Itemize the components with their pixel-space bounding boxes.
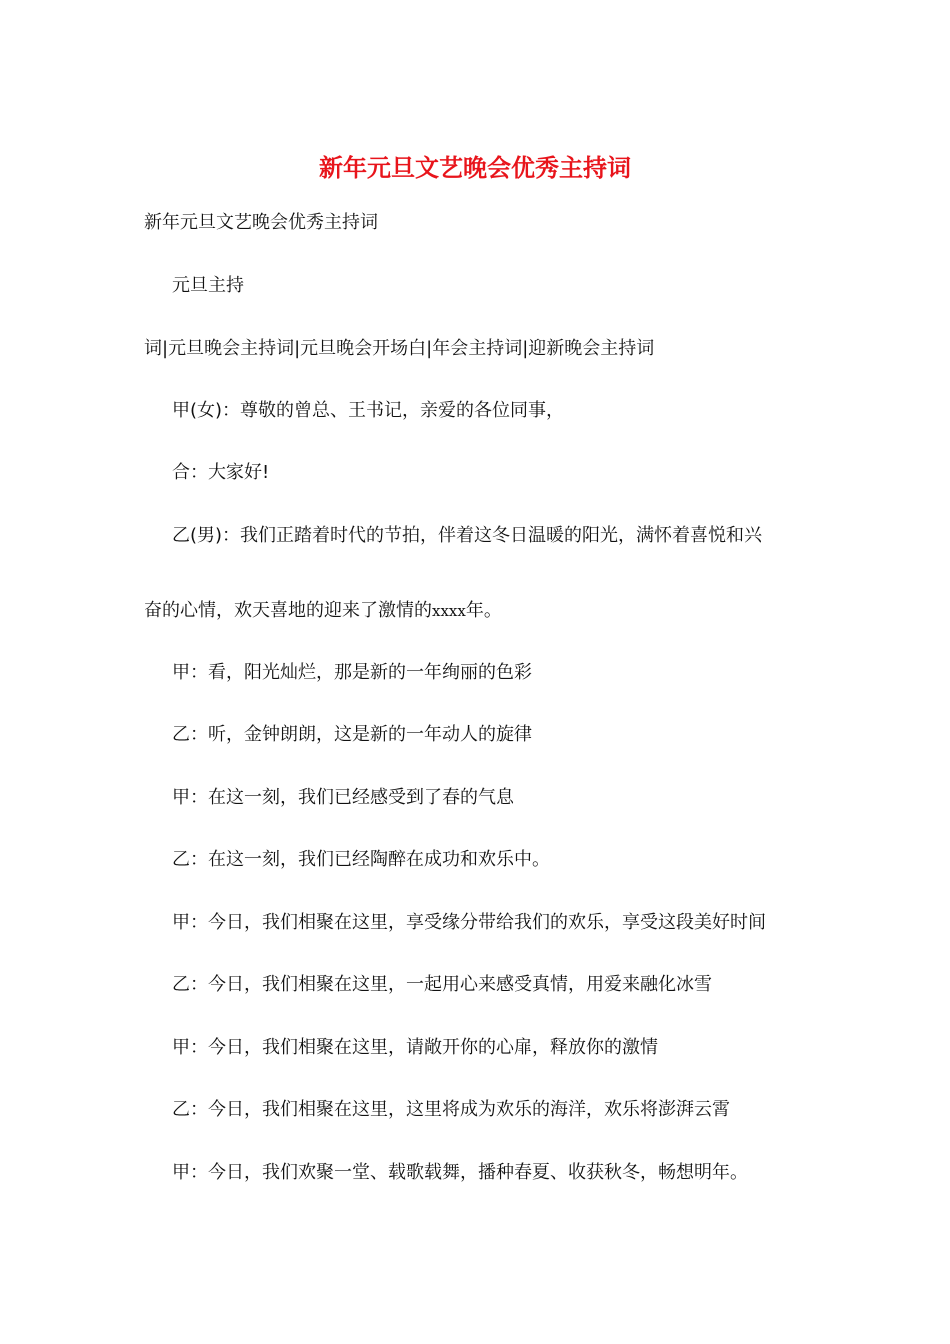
dialogue-line: 甲：今日，我们相聚在这里，享受缘分带给我们的欢乐，享受这段美好时间 xyxy=(172,912,766,933)
dialogue-line: 甲：今日，我们欢聚一堂、载歌载舞，播种春夏、收获秋冬，畅想明年。 xyxy=(172,1162,748,1183)
year-placeholder: xxxx xyxy=(432,602,466,620)
keywords-line-rest: 词|元旦晚会主持词|元旦晚会开场白|年会主持词|迎新晚会主持词 xyxy=(144,338,655,359)
paragraph-continuation xyxy=(144,598,502,624)
dialogue-line: 乙：听，金钟朗朗，这是新的一年动人的旋律 xyxy=(172,724,532,745)
keywords-line-start: 元旦主持 xyxy=(172,275,244,296)
dialogue-line: 甲：今日，我们相聚在这里，请敞开你的心扉，释放你的激情 xyxy=(172,1037,658,1058)
dialogue-line: 乙：今日，我们相聚在这里，这里将成为欢乐的海洋，欢乐将澎湃云霄 xyxy=(172,1099,730,1120)
dialogue-line: 乙：今日，我们相聚在这里，一起用心来感受真情，用爱来融化冰雪 xyxy=(172,974,712,995)
paragraph-line: 乙(男)：我们正踏着时代的节拍，伴着这冬日温暖的阳光，满怀着喜悦和兴 xyxy=(172,525,763,546)
continuation-text-before: 奋的心情，欢天喜地的迎来了激情的 xyxy=(144,600,432,621)
dialogue-line: 甲：看，阳光灿烂，那是新的一年绚丽的色彩 xyxy=(172,662,532,683)
paragraph-line: 合：大家好! xyxy=(172,462,270,483)
dialogue-line: 甲：在这一刻，我们已经感受到了春的气息 xyxy=(172,787,514,808)
dialogue-line: 乙：在这一刻，我们已经陶醉在成功和欢乐中。 xyxy=(172,849,550,870)
paragraph-line: 甲(女)：尊敬的曾总、王书记，亲爱的各位同事， xyxy=(172,400,565,421)
document-title: 新年元旦文艺晚会优秀主持词 xyxy=(319,153,631,182)
document-subtitle: 新年元旦文艺晚会优秀主持词 xyxy=(144,212,378,233)
continuation-text-after: 年。 xyxy=(465,600,502,621)
